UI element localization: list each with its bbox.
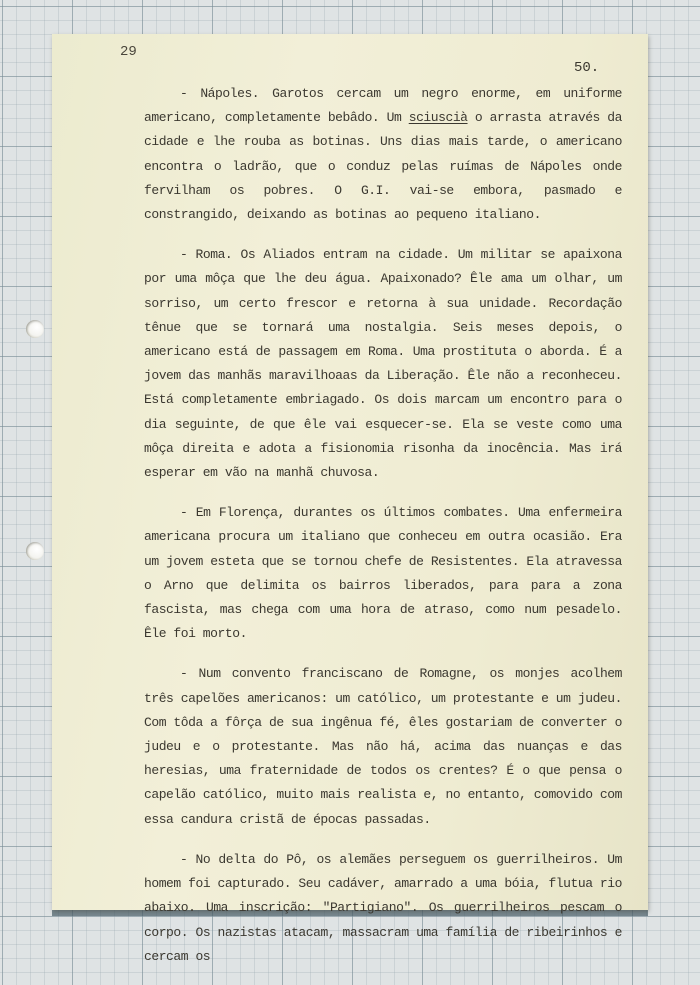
paragraph-napoles-part2: o arrasta através da cidade e lhe rouba as botinas. Uns dias mais tarde, o americano encontra o ladrão, que o conduz pelas ruímas de Nápoles onde fervilham os pobres. O G.I. vai-se embora, pasmado e constrangido, deixando as botinas ao pequeno italiano. xyxy=(144,110,622,223)
page-number-handwritten: 29 xyxy=(120,44,137,60)
punch-hole-upper xyxy=(26,320,44,338)
body-text xyxy=(144,82,622,985)
paragraph-napoles-part1: - Nápoles. Garotos cercam um negro enorme, em uniforme americano, completamente bebâdo. Um xyxy=(144,86,622,126)
paragraph-florenca: - Em Florença, durantes os últimos combates. Uma enfermeira americana procura um italiano que conheceu em outra ocasião. Era um jovem esteta que se tornou chefe de Resistentes. Ela atravessa o Arno que delimita os bairros liberados, para para a zona fascista, mas chega com uma hora de atraso, como num pesadelo. Êle foi morto. xyxy=(144,505,622,642)
paragraph-delta-po: - No delta do Pô, os alemães perseguem os guerrilheiros. Um homem foi capturado. Seu cadáver, amarrado a uma bóia, flutua rio abaixo. Uma inscrição: "Partigiano". Os guerrilheiros pescam o corpo. Os nazistas atacam, massacram uma família de ribeirinhos e cercam os xyxy=(144,851,622,964)
paragraph-roma: - Roma. Os Aliados entram na cidade. Um militar se apaixona por uma môça que lhe deu água. Apaixonado? Êle ama um olhar, um sorriso, um certo frescor e retorna à sua unidade. Recordação tênue que se tornará uma nostalgia. Seis meses depois, o americano está de passagem em Roma. Uma prostituta o aborda. É a jovem das manhãs maravilhoaas da Liberação. Êle não a reconheceu. Está completamente embriagado. Os dois marcam um encontro para o dia seguinte, de que êle vai esquecer-se. Ela se veste como uma môça direita e adota a fisionomia risonha da inocência. Mas irá esperar em vão na manhã chuvosa. xyxy=(144,247,622,481)
punch-hole-lower xyxy=(26,542,44,560)
paragraph-napoles xyxy=(144,82,622,227)
page-number-typed: 50. xyxy=(574,60,600,76)
underlined-word-sciuscia: sciuscià xyxy=(408,110,468,126)
paragraph-romagne: - Num convento franciscano de Romagne, os monjes acolhem três capelões americanos: um católico, um protestante e um judeu. Com tôda a fôrça de sua ingênua fé, êles gostariam de converter o judeu e o protestante. Mas não há, acima das nuanças e das heresias, uma fraternidade de todos os crentes? É o que pensa o capelão católico, muito mais realista e, no entanto, comovido com essa candura cristã de épocas passadas. xyxy=(144,666,622,827)
typewritten-page xyxy=(52,34,648,964)
